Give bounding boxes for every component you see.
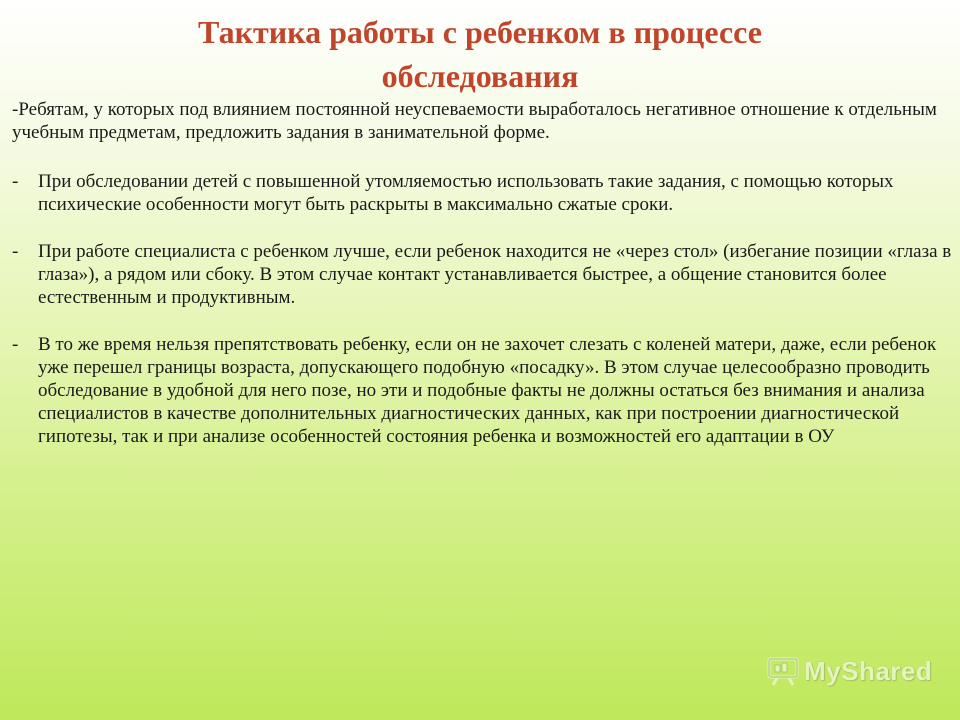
slide-title-line-2: обследования — [381, 58, 579, 94]
bullet-text: В то же время нельзя препятствовать ребенку, если он не захочет слезать с коленей матери, даже, если ребенок уже перешел границы возраста, допускающего подобную «посадку». В этом случае целесообразно проводить обследование в удобной для него позе, но эти и подобные факты не должны остаться без внимания и анализа специалистов в качестве дополнительных диагностических данных, как при построении диагностической гипотезы, так и при анализе особенностей состояния ребенка и возможностей его адаптации в ОУ — [38, 334, 937, 447]
watermark-text: MyShared — [804, 656, 933, 686]
slide-title — [0, 10, 960, 98]
intro-paragraph: -Ребятам, у которых под влиянием постоянной неуспеваемости выработалось негативное отношение к отдельным учебным предметам, предложить задания в занимательной форме. — [12, 99, 937, 143]
bullet-text: При обследовании детей с повышенной утомляемостью использовать такие задания, с помощью которых психические особенности могут быть раскрыты в максимально сжатые сроки. — [38, 171, 894, 215]
slide-title-line-1: Тактика работы с ребенком в процессе — [198, 14, 762, 50]
bullet-item-3 — [12, 333, 952, 448]
bullet-dash: - — [12, 241, 19, 262]
bullet-dash: - — [12, 334, 19, 355]
myshared-logo-icon — [766, 657, 800, 687]
bullet-text: При работе специалиста с ребенком лучше, если ребенок находится не «через стол» (избегание позиции «глаза в глаза»), а рядом или сбоку. В этом случае контакт устанавливается быстрее, а общение становится более естественным и продуктивным. — [38, 241, 952, 308]
slide-body — [12, 98, 952, 472]
myshared-watermark — [766, 656, 932, 687]
bullet-item-1 — [12, 170, 952, 216]
bullet-dash: - — [12, 171, 19, 192]
bullet-item-2 — [12, 240, 952, 309]
